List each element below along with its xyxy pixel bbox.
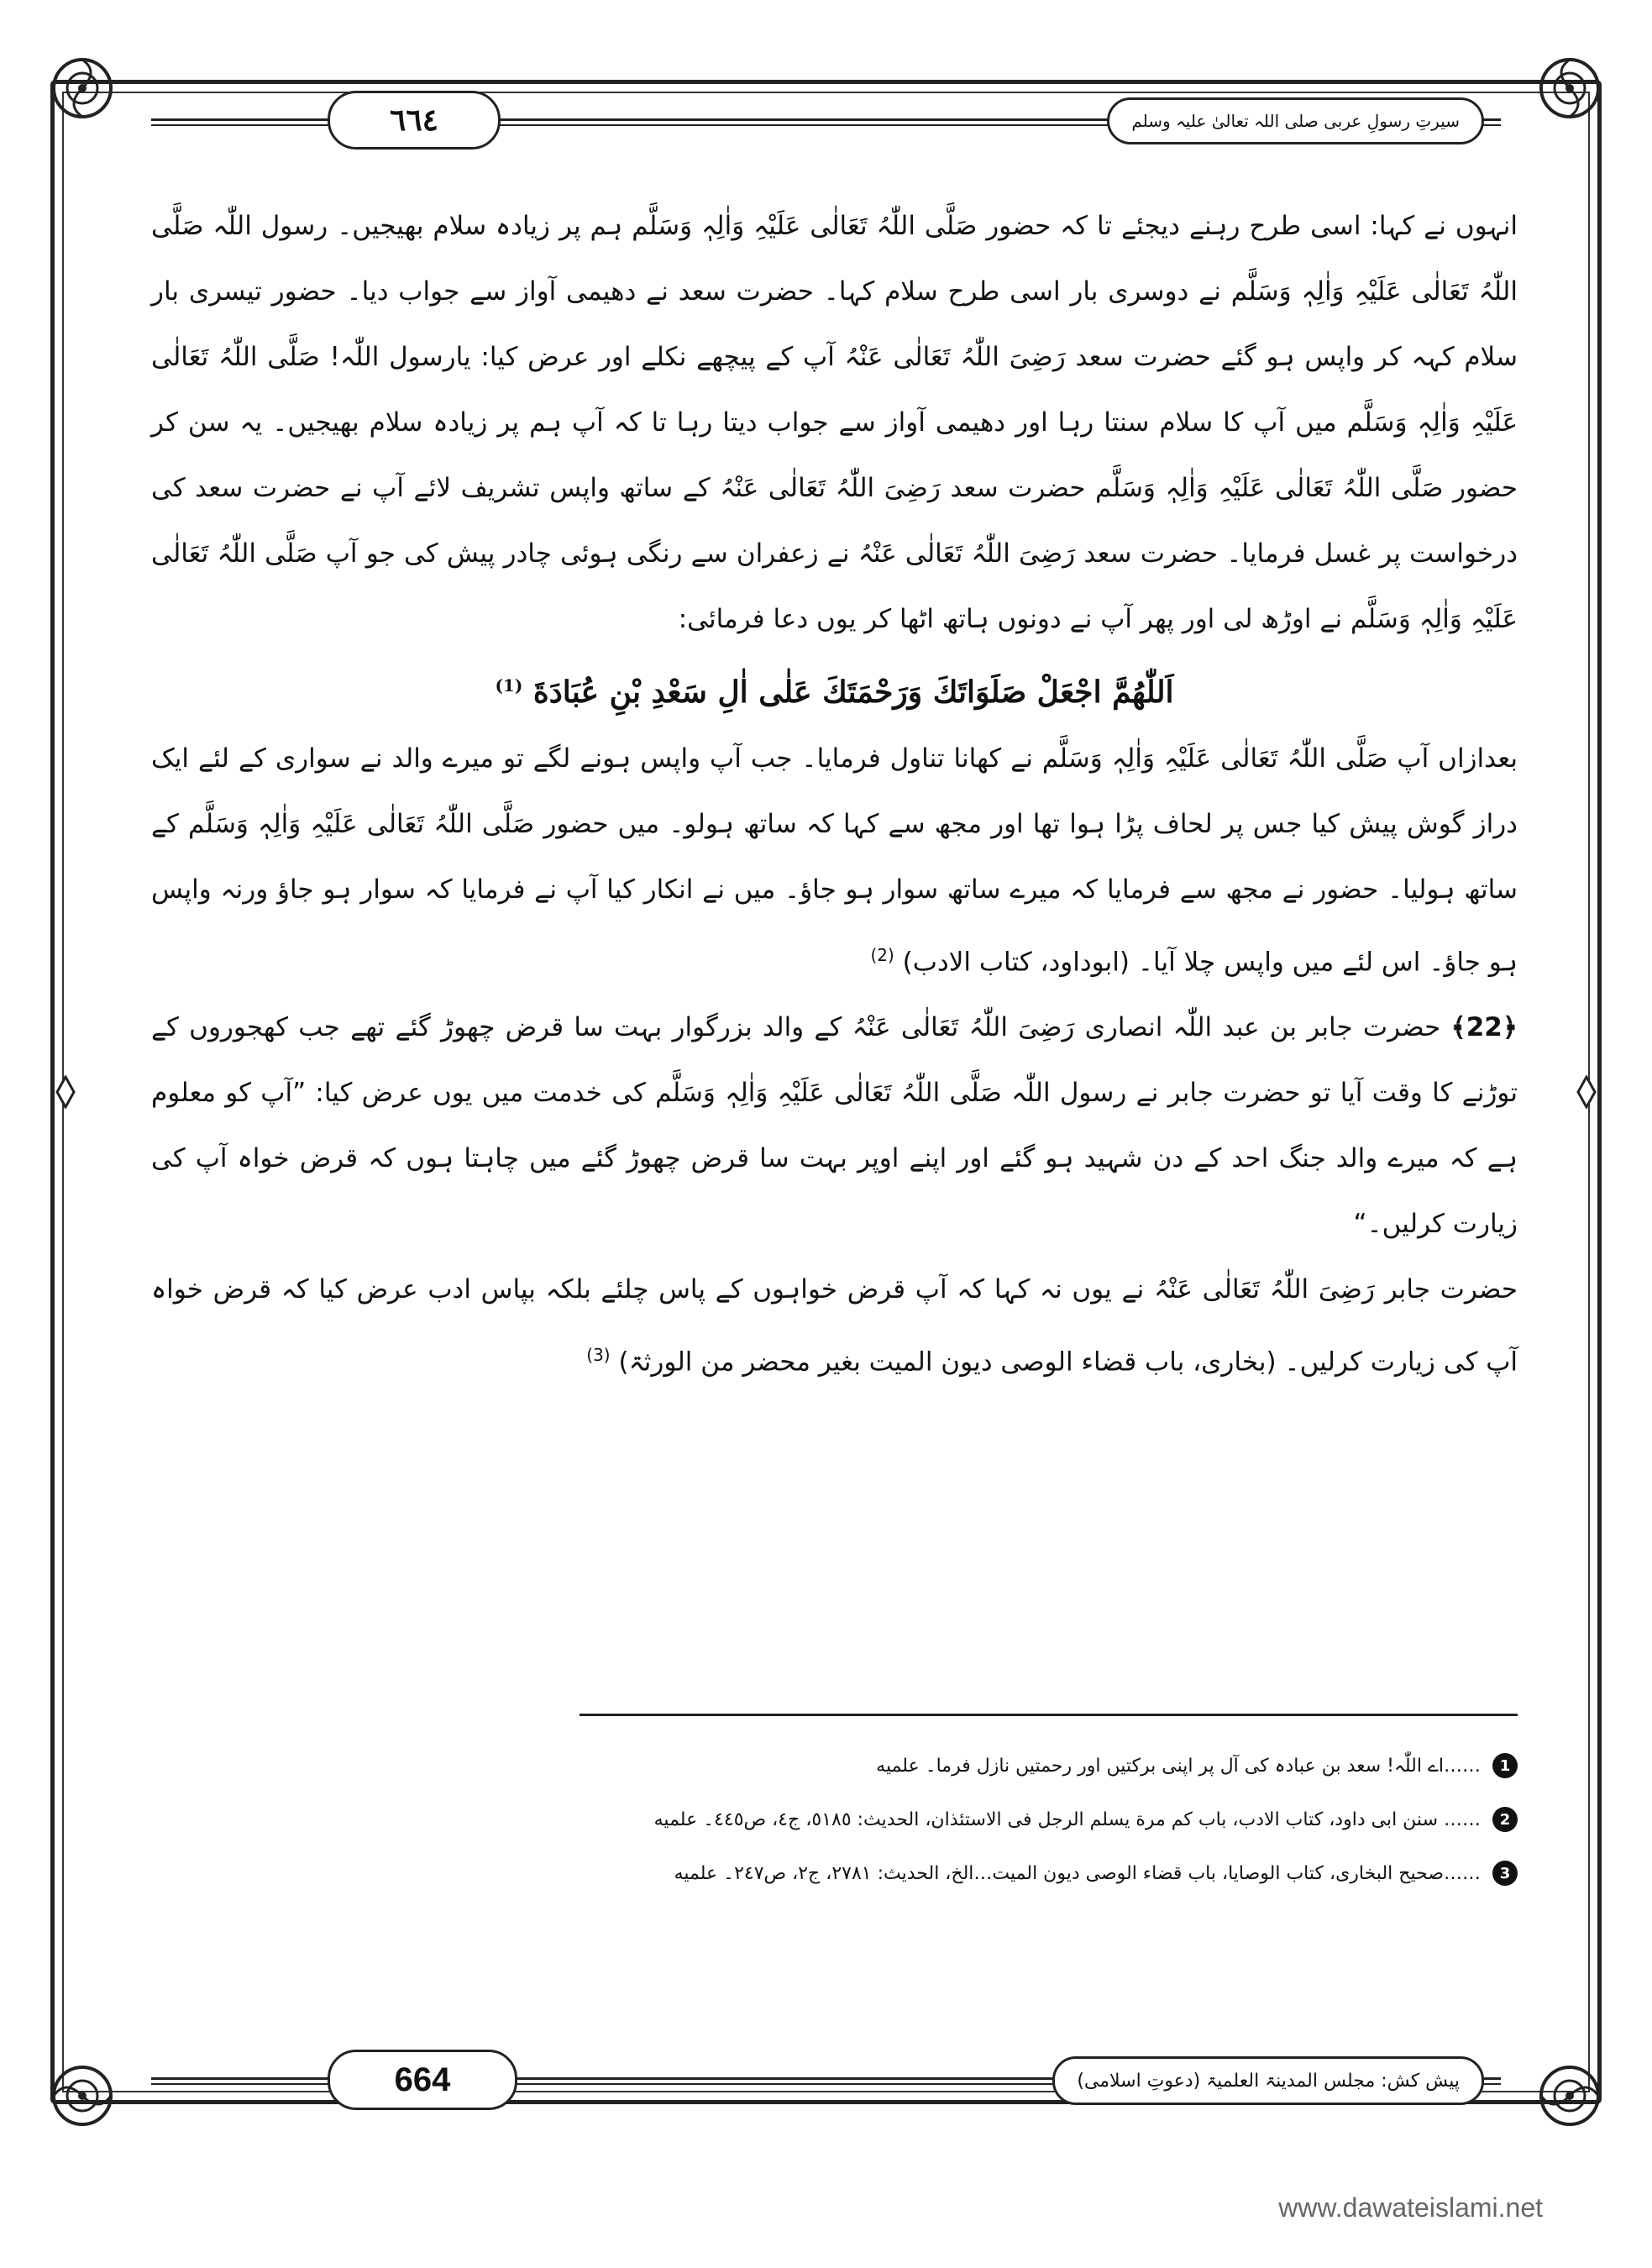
footnote-number: 3 bbox=[1492, 1861, 1518, 1886]
paragraph-3-text: حضرت جابر بن عبد اللّٰہ انصاری رَضِیَ اللّٰہُ تَعَالٰی عَنْہُ کے والد بزرگوار بہت سا قرض چھوڑ گئے تھے جب کھجوروں کے توڑنے کا وقت آیا تو حضرت جابر نے رسول اللّٰہ صَلَّی اللّٰہُ تَعَالٰی عَلَیْہِ وَاٰلِہٖ وَسَلَّم کی خدمت میں یوں عرض کیا: ”آپ کو معلوم ہے کہ میرے والد جنگ احد کے دن شہید ہو گئے اور اپنے اوپر بہت سا قرض چھوڑ گئے میں چاہتا ہوں کہ قرض خواہ آپ کی زیارت کرلیں۔“ bbox=[151, 1012, 1518, 1240]
corner-ornament-icon bbox=[32, 38, 133, 139]
footnote-text: ……صحیح البخاری، کتاب الوصایا، باب قضاء الوصی دیون المیت…الخ، الحدیث: ٢٧٨١، ج٢، ص٢٤٧۔ علمیه bbox=[674, 1862, 1481, 1884]
header-page-number: ٦٦٤ bbox=[328, 91, 501, 150]
footnote-item bbox=[151, 1846, 1518, 1900]
paragraph-2-text: بعدازاں آپ صَلَّی اللّٰہُ تَعَالٰی عَلَیْہِ وَاٰلِہٖ وَسَلَّم نے کھانا تناول فرمایا۔ جب آپ واپس ہونے لگے تو میرے والد نے سواری کے لئے ایک دراز گوش پیش کیا جس پر لحاف پڑا ہوا تھا اور مجھ سے کہا کہ ساتھ ہولو۔ میں حضور صَلَّی اللّٰہُ تَعَالٰی عَلَیْہِ وَاٰلِہٖ وَسَلَّم کے ساتھ ہولیا۔ حضور نے مجھ سے فرمایا کہ میرے ساتھ سوار ہو جاؤ۔ میں نے انکار کیا آپ نے فرمایا کہ سوار ہو جاؤ ورنہ واپس ہو جاؤ۔ اس لئے میں واپس چلا آیا۔ (ابوداود، کتاب الادب) bbox=[151, 743, 1518, 978]
footnote-ref-3: (3) bbox=[586, 1345, 611, 1366]
paragraph-3 bbox=[151, 995, 1518, 1257]
header-book-title: سیرتِ رسولِ عربی صلی اللہ تعالیٰ علیہ وسلم bbox=[1107, 97, 1484, 144]
footnote-separator bbox=[580, 1714, 1518, 1716]
side-ornament-icon bbox=[49, 1075, 82, 1109]
corner-ornament-icon bbox=[1519, 38, 1620, 139]
footnote-text: ……اے اللّٰہ! سعد بن عبادہ کی آل پر اپنی برکتیں اور رحمتیں نازل فرما۔ علمیه bbox=[876, 1755, 1481, 1777]
hadith-number: ﴿22﴾ bbox=[1450, 1012, 1518, 1043]
footer-publisher: پیش کش: مجلس المدینۃ العلمیۃ (دعوتِ اسلامی) bbox=[1052, 2056, 1484, 2105]
running-header bbox=[151, 91, 1501, 150]
paragraph-1: انہوں نے کہا: اسی طرح رہنے دیجئے تا کہ حضور صَلَّی اللّٰہُ تَعَالٰی عَلَیْہِ وَاٰلِہٖ وَسَلَّم ہم پر زیادہ سلام بھیجیں۔ رسول اللّٰہ صَلَّی اللّٰہُ تَعَالٰی عَلَیْہِ وَاٰلِہٖ وَسَلَّم نے دوسری بار اسی طرح سلام کہا۔ حضرت سعد نے دھیمی آواز سے جواب دیا۔ حضور تیسری بار سلام کہہ کر واپس ہو گئے حضرت سعد رَضِیَ اللّٰہُ تَعَالٰی عَنْہُ آپ کے پیچھے نکلے اور عرض کیا: یارسول اللّٰہ! صَلَّی اللّٰہُ تَعَالٰی عَلَیْہِ وَاٰلِہٖ وَسَلَّم میں آپ کا سلام سنتا رہا اور دھیمی آواز سے جواب دیتا رہا تا کہ آپ ہم پر زیادہ سلام بھیجیں۔ یہ سن کر حضور صَلَّی اللّٰہُ تَعَالٰی عَلَیْہِ وَاٰلِہٖ وَسَلَّم حضرت سعد رَضِیَ اللّٰہُ تَعَالٰی عَنْہُ کے ساتھ واپس تشریف لائے آپ نے حضرت سعد کی درخواست پر غسل فرمایا۔ حضرت سعد رَضِیَ اللّٰہُ تَعَالٰی عَنْہُ نے زعفران سے رنگی ہوئی چادر پیش کی جو آپ صَلَّی اللّٰہُ تَعَالٰی عَلَیْہِ وَاٰلِہٖ وَسَلَّم نے اوڑھ لی اور پھر آپ نے دونوں ہاتھ اٹھا کر یوں دعا فرمائی: bbox=[151, 211, 1518, 634]
paragraph-4-text: حضرت جابر رَضِیَ اللّٰہُ تَعَالٰی عَنْہُ نے یوں نہ کہا کہ آپ قرض خواہوں کے پاس چلئے بلکہ بپاس ادب عرض کیا کہ قرض خواہ آپ کی زیارت کرلیں۔ (بخاری، باب قضاء الوصی دیون المیت بغیر محضر من الورثۃ) bbox=[151, 1274, 1518, 1378]
footnote-ref-2: (2) bbox=[870, 945, 894, 965]
side-ornament-icon bbox=[1570, 1075, 1603, 1109]
corner-ornament-icon bbox=[32, 2045, 133, 2146]
corner-ornament-icon bbox=[1519, 2045, 1620, 2146]
footnote-number: 2 bbox=[1492, 1807, 1518, 1832]
dua-line bbox=[151, 652, 1518, 726]
paragraph-4 bbox=[151, 1257, 1518, 1394]
footnote-number: 1 bbox=[1492, 1753, 1518, 1778]
footnote-text: …… سنن ابی داود، کتاب الادب، باب کم مرة یسلم الرجل فی الاستئذان، الحدیث: ٥١٨٥، ج٤، ص٤٤٥۔ علمیه bbox=[653, 1809, 1481, 1830]
footer-page-number: 664 bbox=[328, 2050, 517, 2110]
footnote-item bbox=[151, 1739, 1518, 1793]
paragraph-2 bbox=[151, 726, 1518, 995]
footnote-ref-1: (1) bbox=[495, 675, 523, 696]
main-text bbox=[151, 193, 1518, 1395]
footnotes bbox=[151, 1739, 1518, 1900]
running-footer bbox=[151, 2050, 1501, 2108]
footnote-item bbox=[151, 1793, 1518, 1846]
website-link[interactable]: www.dawateislami.net bbox=[1278, 2192, 1543, 2223]
dua-text: اَللّٰهُمَّ اجْعَلْ صَلَوَاتَكَ وَرَحْمَتَكَ عَلٰى اٰلِ سَعْدِ بْنِ عُبَادَةَ bbox=[532, 675, 1174, 710]
